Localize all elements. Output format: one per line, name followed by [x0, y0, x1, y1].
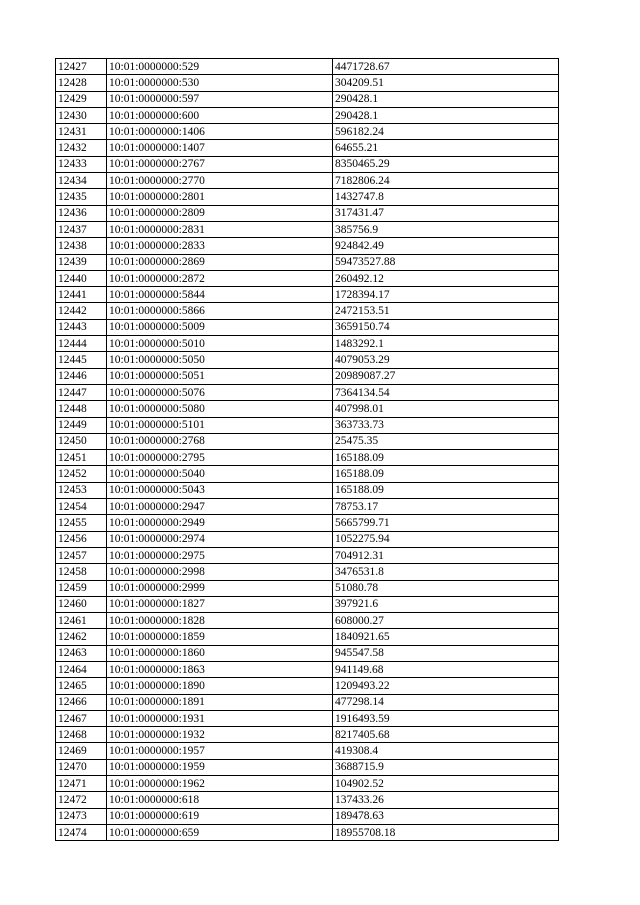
- cadastral-number-cell: 10:01:0000000:5844: [107, 287, 333, 303]
- cadastral-number-cell: 10:01:0000000:2831: [107, 221, 333, 237]
- cadastral-number-cell: 10:01:0000000:1890: [107, 678, 333, 694]
- value-cell: 1432747.8: [333, 189, 559, 205]
- row-number-cell: 12427: [56, 59, 107, 75]
- row-number-cell: 12440: [56, 270, 107, 286]
- row-number-cell: 12436: [56, 205, 107, 221]
- value-cell: 407998.01: [333, 401, 559, 417]
- row-number-cell: 12451: [56, 450, 107, 466]
- row-number-cell: 12462: [56, 629, 107, 645]
- row-number-cell: 12452: [56, 466, 107, 482]
- table-row: [56, 776, 559, 792]
- row-number-cell: 12444: [56, 336, 107, 352]
- row-number-cell: 12439: [56, 254, 107, 270]
- cadastral-number-cell: 10:01:0000000:2801: [107, 189, 333, 205]
- value-cell: 1840921.65: [333, 629, 559, 645]
- table-row: [56, 433, 559, 449]
- table-row: [56, 466, 559, 482]
- row-number-cell: 12456: [56, 531, 107, 547]
- cadastral-number-cell: 10:01:0000000:2975: [107, 547, 333, 563]
- value-cell: 78753.17: [333, 499, 559, 515]
- row-number-cell: 12429: [56, 91, 107, 107]
- table-row: [56, 792, 559, 808]
- table-row: [56, 189, 559, 205]
- value-cell: 596182.24: [333, 124, 559, 140]
- table-row: [56, 303, 559, 319]
- table-row: [56, 547, 559, 563]
- table-row: [56, 336, 559, 352]
- value-cell: 704912.31: [333, 547, 559, 563]
- value-cell: 8350465.29: [333, 156, 559, 172]
- value-cell: 25475.35: [333, 433, 559, 449]
- table-row: [56, 694, 559, 710]
- cadastral-number-cell: 10:01:0000000:530: [107, 75, 333, 91]
- cadastral-number-cell: 10:01:0000000:1860: [107, 645, 333, 661]
- row-number-cell: 12447: [56, 384, 107, 400]
- row-number-cell: 12470: [56, 759, 107, 775]
- value-cell: 2472153.51: [333, 303, 559, 319]
- cadastral-number-cell: 10:01:0000000:2998: [107, 564, 333, 580]
- table-row: [56, 352, 559, 368]
- row-number-cell: 12433: [56, 156, 107, 172]
- row-number-cell: 12449: [56, 417, 107, 433]
- value-cell: 7182806.24: [333, 173, 559, 189]
- value-cell: 608000.27: [333, 613, 559, 629]
- row-number-cell: 12443: [56, 319, 107, 335]
- row-number-cell: 12471: [56, 776, 107, 792]
- cadastral-number-cell: 10:01:0000000:2949: [107, 515, 333, 531]
- table-row: [56, 482, 559, 498]
- table-row: [56, 401, 559, 417]
- cadastral-number-cell: 10:01:0000000:2767: [107, 156, 333, 172]
- value-cell: 941149.68: [333, 661, 559, 677]
- row-number-cell: 12474: [56, 824, 107, 840]
- value-cell: 20989087.27: [333, 368, 559, 384]
- table-row: [56, 173, 559, 189]
- cadastral-number-cell: 10:01:0000000:2974: [107, 531, 333, 547]
- cadastral-number-cell: 10:01:0000000:5101: [107, 417, 333, 433]
- row-number-cell: 12431: [56, 124, 107, 140]
- cadastral-number-cell: 10:01:0000000:1891: [107, 694, 333, 710]
- row-number-cell: 12428: [56, 75, 107, 91]
- row-number-cell: 12441: [56, 287, 107, 303]
- cadastral-number-cell: 10:01:0000000:2768: [107, 433, 333, 449]
- cadastral-number-cell: 10:01:0000000:2869: [107, 254, 333, 270]
- value-cell: 189478.63: [333, 808, 559, 824]
- table-row: [56, 450, 559, 466]
- value-cell: 3659150.74: [333, 319, 559, 335]
- row-number-cell: 12459: [56, 580, 107, 596]
- row-number-cell: 12464: [56, 661, 107, 677]
- value-cell: 1209493.22: [333, 678, 559, 694]
- cadastral-value-table: [55, 58, 559, 841]
- table-row: [56, 107, 559, 123]
- row-number-cell: 12472: [56, 792, 107, 808]
- row-number-cell: 12455: [56, 515, 107, 531]
- value-cell: 5665799.71: [333, 515, 559, 531]
- table-row: [56, 678, 559, 694]
- table-row: [56, 499, 559, 515]
- table-row: [56, 580, 559, 596]
- cadastral-number-cell: 10:01:0000000:1959: [107, 759, 333, 775]
- value-cell: 304209.51: [333, 75, 559, 91]
- cadastral-number-cell: 10:01:0000000:619: [107, 808, 333, 824]
- value-cell: 1052275.94: [333, 531, 559, 547]
- table-row: [56, 417, 559, 433]
- cadastral-number-cell: 10:01:0000000:1828: [107, 613, 333, 629]
- cadastral-number-cell: 10:01:0000000:600: [107, 107, 333, 123]
- value-cell: 3688715.9: [333, 759, 559, 775]
- cadastral-number-cell: 10:01:0000000:2833: [107, 238, 333, 254]
- cadastral-number-cell: 10:01:0000000:1962: [107, 776, 333, 792]
- value-cell: 397921.6: [333, 596, 559, 612]
- row-number-cell: 12458: [56, 564, 107, 580]
- value-cell: 137433.26: [333, 792, 559, 808]
- cadastral-number-cell: 10:01:0000000:2947: [107, 499, 333, 515]
- row-number-cell: 12461: [56, 613, 107, 629]
- table-row: [56, 743, 559, 759]
- value-cell: 945547.58: [333, 645, 559, 661]
- row-number-cell: 12437: [56, 221, 107, 237]
- table-row: [56, 254, 559, 270]
- value-cell: 165188.09: [333, 482, 559, 498]
- table-row: [56, 824, 559, 840]
- cadastral-number-cell: 10:01:0000000:5040: [107, 466, 333, 482]
- row-number-cell: 12453: [56, 482, 107, 498]
- table-row: [56, 91, 559, 107]
- value-cell: 7364134.54: [333, 384, 559, 400]
- cadastral-number-cell: 10:01:0000000:1827: [107, 596, 333, 612]
- value-cell: 924842.49: [333, 238, 559, 254]
- cadastral-number-cell: 10:01:0000000:5866: [107, 303, 333, 319]
- row-number-cell: 12445: [56, 352, 107, 368]
- value-cell: 4079053.29: [333, 352, 559, 368]
- cadastral-number-cell: 10:01:0000000:2770: [107, 173, 333, 189]
- value-cell: 1728394.17: [333, 287, 559, 303]
- value-cell: 477298.14: [333, 694, 559, 710]
- table-row: [56, 140, 559, 156]
- table-row: [56, 287, 559, 303]
- cadastral-number-cell: 10:01:0000000:1931: [107, 710, 333, 726]
- cadastral-number-cell: 10:01:0000000:1957: [107, 743, 333, 759]
- cadastral-number-cell: 10:01:0000000:2795: [107, 450, 333, 466]
- cadastral-number-cell: 10:01:0000000:5051: [107, 368, 333, 384]
- table-row: [56, 808, 559, 824]
- table-row: [56, 645, 559, 661]
- row-number-cell: 12442: [56, 303, 107, 319]
- table-row: [56, 564, 559, 580]
- row-number-cell: 12466: [56, 694, 107, 710]
- value-cell: 165188.09: [333, 450, 559, 466]
- table-row: [56, 515, 559, 531]
- row-number-cell: 12438: [56, 238, 107, 254]
- table-row: [56, 319, 559, 335]
- table-row: [56, 710, 559, 726]
- table-row: [56, 205, 559, 221]
- table-row: [56, 629, 559, 645]
- table-row: [56, 759, 559, 775]
- cadastral-number-cell: 10:01:0000000:597: [107, 91, 333, 107]
- value-cell: 385756.9: [333, 221, 559, 237]
- cadastral-number-cell: 10:01:0000000:1406: [107, 124, 333, 140]
- value-cell: 8217405.68: [333, 727, 559, 743]
- row-number-cell: 12463: [56, 645, 107, 661]
- row-number-cell: 12448: [56, 401, 107, 417]
- table-row: [56, 156, 559, 172]
- table-row: [56, 59, 559, 75]
- value-cell: 64655.21: [333, 140, 559, 156]
- value-cell: 290428.1: [333, 107, 559, 123]
- cadastral-number-cell: 10:01:0000000:2872: [107, 270, 333, 286]
- cadastral-number-cell: 10:01:0000000:2809: [107, 205, 333, 221]
- row-number-cell: 12469: [56, 743, 107, 759]
- cadastral-number-cell: 10:01:0000000:659: [107, 824, 333, 840]
- value-cell: 260492.12: [333, 270, 559, 286]
- row-number-cell: 12432: [56, 140, 107, 156]
- row-number-cell: 12450: [56, 433, 107, 449]
- cadastral-number-cell: 10:01:0000000:5010: [107, 336, 333, 352]
- value-cell: 165188.09: [333, 466, 559, 482]
- value-cell: 59473527.88: [333, 254, 559, 270]
- cadastral-number-cell: 10:01:0000000:5009: [107, 319, 333, 335]
- row-number-cell: 12435: [56, 189, 107, 205]
- table-row: [56, 124, 559, 140]
- row-number-cell: 12430: [56, 107, 107, 123]
- value-cell: 317431.47: [333, 205, 559, 221]
- value-cell: 18955708.18: [333, 824, 559, 840]
- row-number-cell: 12465: [56, 678, 107, 694]
- value-cell: 290428.1: [333, 91, 559, 107]
- table-row: [56, 221, 559, 237]
- table-row: [56, 727, 559, 743]
- value-cell: 419308.4: [333, 743, 559, 759]
- table-row: [56, 596, 559, 612]
- table-row: [56, 613, 559, 629]
- row-number-cell: 12457: [56, 547, 107, 563]
- table-row: [56, 270, 559, 286]
- value-cell: 4471728.67: [333, 59, 559, 75]
- value-cell: 1483292.1: [333, 336, 559, 352]
- cadastral-number-cell: 10:01:0000000:1859: [107, 629, 333, 645]
- cadastral-number-cell: 10:01:0000000:529: [107, 59, 333, 75]
- table-row: [56, 531, 559, 547]
- cadastral-number-cell: 10:01:0000000:5050: [107, 352, 333, 368]
- cadastral-number-cell: 10:01:0000000:1863: [107, 661, 333, 677]
- cadastral-number-cell: 10:01:0000000:618: [107, 792, 333, 808]
- table-row: [56, 238, 559, 254]
- row-number-cell: 12446: [56, 368, 107, 384]
- value-cell: 51080.78: [333, 580, 559, 596]
- cadastral-number-cell: 10:01:0000000:5080: [107, 401, 333, 417]
- row-number-cell: 12434: [56, 173, 107, 189]
- row-number-cell: 12454: [56, 499, 107, 515]
- value-cell: 1916493.59: [333, 710, 559, 726]
- row-number-cell: 12473: [56, 808, 107, 824]
- row-number-cell: 12460: [56, 596, 107, 612]
- cadastral-number-cell: 10:01:0000000:5043: [107, 482, 333, 498]
- value-cell: 3476531.8: [333, 564, 559, 580]
- value-cell: 363733.73: [333, 417, 559, 433]
- table-row: [56, 75, 559, 91]
- cadastral-number-cell: 10:01:0000000:1407: [107, 140, 333, 156]
- table-row: [56, 661, 559, 677]
- value-cell: 104902.52: [333, 776, 559, 792]
- table-body: [56, 59, 559, 841]
- cadastral-number-cell: 10:01:0000000:5076: [107, 384, 333, 400]
- row-number-cell: 12467: [56, 710, 107, 726]
- table-row: [56, 368, 559, 384]
- table-row: [56, 384, 559, 400]
- cadastral-number-cell: 10:01:0000000:2999: [107, 580, 333, 596]
- cadastral-number-cell: 10:01:0000000:1932: [107, 727, 333, 743]
- row-number-cell: 12468: [56, 727, 107, 743]
